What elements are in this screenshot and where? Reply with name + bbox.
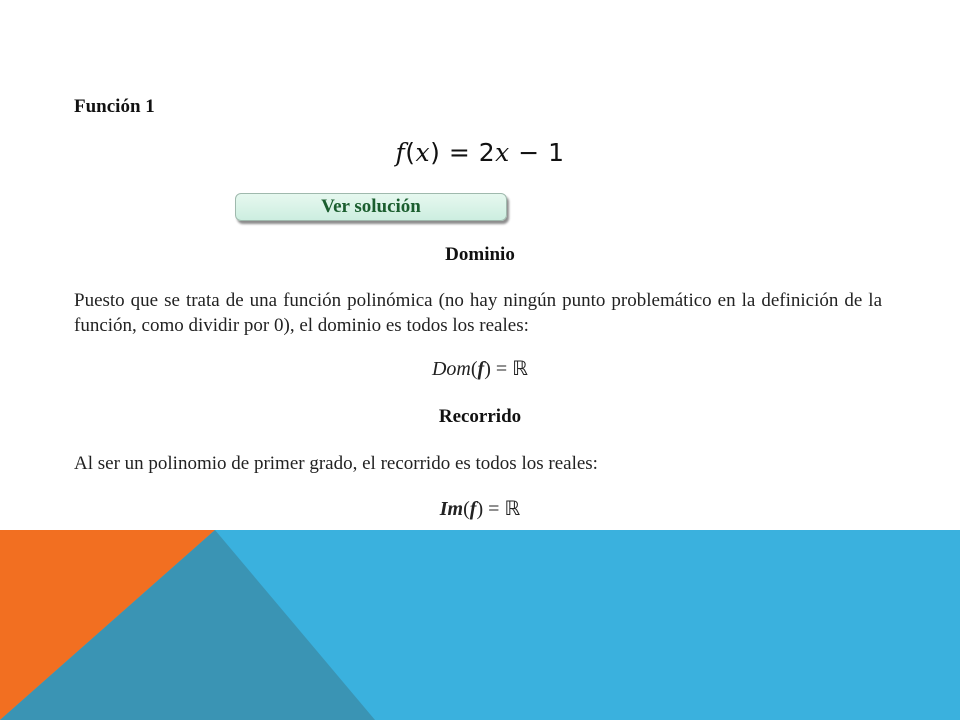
recorrido-equals: = — [488, 498, 500, 520]
recorrido-heading: Recorrido — [438, 406, 522, 427]
recorrido-formula-name: Im — [439, 498, 464, 520]
recorrido-formula-arg: f — [469, 498, 477, 520]
recorrido-real-set: ℝ — [504, 496, 521, 520]
formula-constant: 1 — [548, 138, 565, 167]
formula-function-name: f — [395, 138, 406, 167]
main-formula — [0, 138, 960, 167]
dominio-formula-name: Dom — [431, 358, 471, 380]
dominio-equals: = — [495, 358, 508, 380]
dominio-paragraph: Puesto que se trata de una función polinómica (no hay ningún punto problemático en la definición de la función, como dividir por 0), el dominio es todos los reales: — [74, 290, 882, 336]
formula-coefficient: 2 — [478, 138, 496, 167]
show-solution-button[interactable]: Ver solución — [235, 193, 507, 221]
recorrido-paren-close: ) — [476, 498, 484, 520]
dominio-heading: Dominio — [445, 244, 515, 265]
recorrido-formula — [0, 496, 960, 521]
dominio-formula-arg: f — [477, 358, 485, 380]
formula-variable: x — [495, 138, 510, 167]
dominio-paren-close: ) — [484, 358, 491, 380]
section-heading: Función 1 — [74, 96, 155, 117]
formula-paren-close: ) — [430, 138, 441, 167]
dominio-formula — [0, 356, 960, 381]
formula-argument: x — [415, 138, 431, 167]
decorative-footer — [0, 530, 960, 720]
dominio-paren-open: ( — [470, 358, 478, 380]
dominio-real-set: ℝ — [512, 356, 529, 380]
recorrido-paragraph: Al ser un polinomio de primer grado, el recorrido es todos los reales: — [74, 453, 598, 474]
formula-equals: = — [448, 138, 471, 167]
recorrido-paren-open: ( — [463, 498, 470, 520]
formula-paren-open: ( — [405, 138, 416, 167]
formula-minus: − — [518, 138, 540, 167]
